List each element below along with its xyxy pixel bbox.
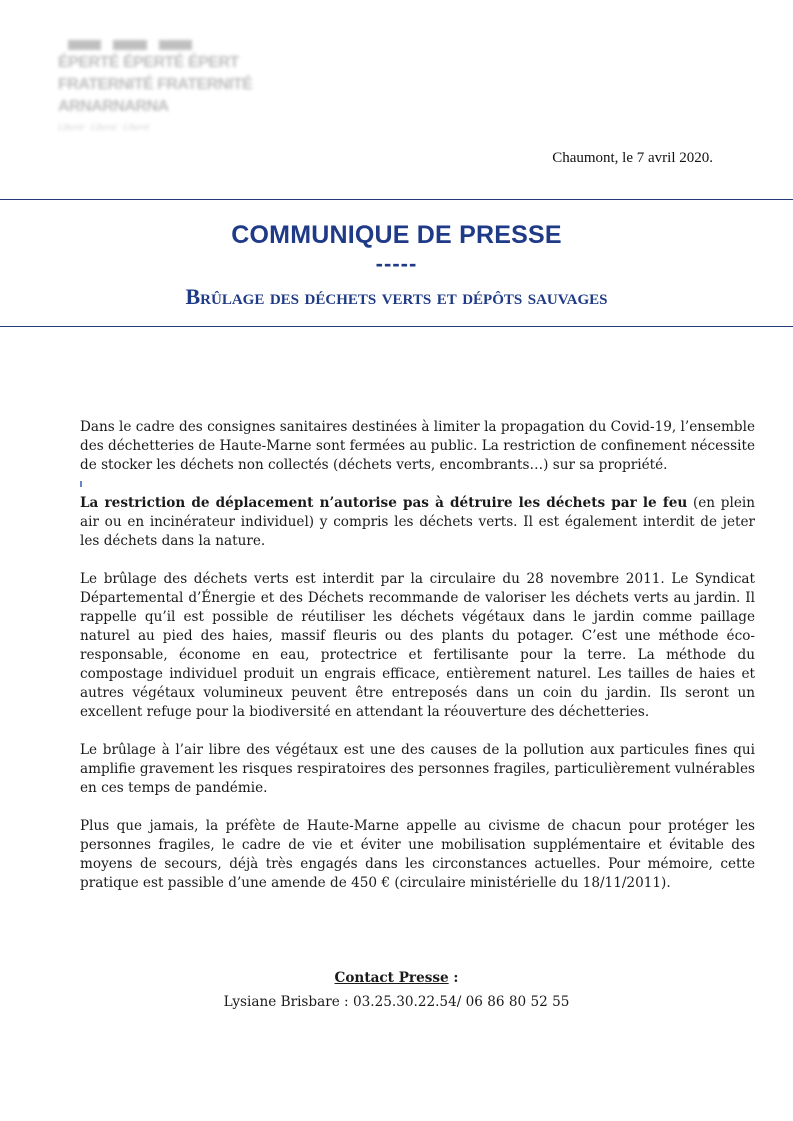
contact-colon: : xyxy=(448,970,459,986)
logo-bar xyxy=(68,40,101,50)
paragraph-3: Le brûlage des déchets verts est interdit par la circulaire du 28 novembre 2011. Le Syndicat Départemental d’Énergie et des Déchets recommande de valoriser les déchets verts au jardin. Il rappelle qu’il est possible de réutiliser les déchets végétaux dans le jardin comme paillage naturel au pied des haies, massif fleuris ou des plants du potager. C’est une méthode éco-responsable, économe en eau, protectrice et fertilisante pour la terre. La méthode du compostage individuel produit un engrais efficace, entièrement naturel. Les tailles de haies et autres végétaux volumineux peuvent être entreposés dans un coin du jardin. Ils seront un excellent refuge pour la biodiversité en attendant la réouverture des déchetteries. xyxy=(80,571,755,720)
document-date: Chaumont, le 7 avril 2020. xyxy=(552,150,713,166)
contact-label: Contact Presse xyxy=(334,970,449,986)
logo-bar xyxy=(113,40,146,50)
logo-flag-bars xyxy=(58,40,192,50)
paragraph-2 xyxy=(80,494,755,551)
paragraph-1: Dans le cadre des consignes sanitaires destinées à limiter la propagation du Covid-19, l’ensemble des déchetteries de Haute-Marne sont fermées au public. La restriction de confinement nécessite de stocker les déchets non collectés (déchets verts, encombrants…) sur sa propriété. xyxy=(80,419,756,473)
paragraph-2-emphasis: La restriction de déplacement n’autorise pas à détruire les déchets par le feu xyxy=(80,495,688,511)
prefecture-logo xyxy=(58,40,253,150)
press-release-subtitle: Brûlage des déchets verts et dépôts sauvages xyxy=(185,284,608,309)
logo-row-2: FRATERNITÉ FRATERNITÉ xyxy=(58,76,253,93)
press-release-body xyxy=(80,418,755,912)
logo-row-3: ARNARNARNA xyxy=(58,98,169,115)
paragraph-4: Le brûlage à l’air libre des végétaux est une des causes de la pollution aux particules fines qui amplifie gravement les risques respiratoires des personnes fragiles, particulièrement vulnérables en ces temps de pandémie. xyxy=(80,742,755,796)
contact-heading xyxy=(0,970,793,986)
logo-motto: Liberté · Liberté · Liberté xyxy=(58,122,150,132)
header-top-rule xyxy=(0,199,793,200)
title-separator: ----- xyxy=(375,251,418,276)
paragraph-5: Plus que jamais, la préfète de Haute-Marne appelle au civisme de chacun pour protéger les personnes fragiles, le cadre de vie et éviter une mobilisation supplémentaire et évitable des moyens de secours, déjà très engagés dans les circonstances actuelles. Pour mémoire, cette pratique est passible d’une amende de 450 € (circulaire ministérielle du 18/11/2011). xyxy=(80,818,755,891)
text-marker xyxy=(80,481,82,487)
press-release-title: COMMUNIQUE DE PRESSE xyxy=(231,221,562,249)
contact-details: Lysiane Brisbare : 03.25.30.22.54/ 06 86 80 52 55 xyxy=(223,994,570,1010)
logo-bar xyxy=(159,40,192,50)
logo-row-1: ÉPERTÉ ÉPERTÉ ÉPERT xyxy=(58,54,239,71)
paragraph-2-rest: (en plein air ou en incinérateur individuel) y compris les déchets verts. Il est également interdit de jeter les déchets dans la nature. xyxy=(80,495,755,549)
header-bottom-rule xyxy=(0,326,793,327)
